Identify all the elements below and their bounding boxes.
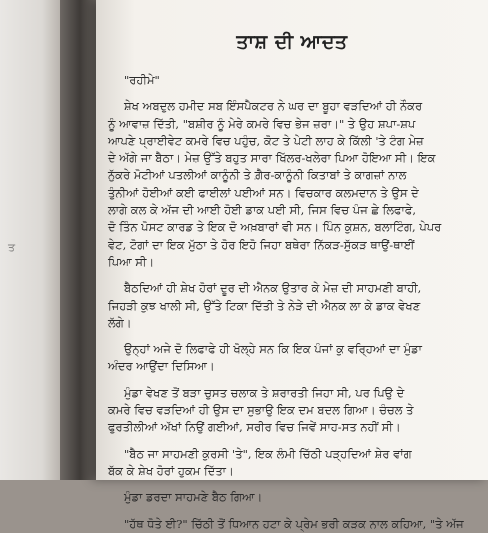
- text-line: ਆਪਣੇ ਪ੍ਰਾਈਵੇਟ ਕਮਰੇ ਵਿਚ ਪਹੁੰਚ, ਕੋਟ ਤੇ ਪੇਟੀ ਲਾਹ ਕੇ ਕਿੱਲੀ 'ਤੇ ਟੰਗ ਮੇਜ਼: [108, 133, 424, 148]
- text-line: ਨੁੱਕਰੇ ਮੋਟੀਆਂ ਪਤਲੀਆਂ ਕਾਨੂੰਨੀ ਤੇ ਗ਼ੈਰ-ਕਾਨੂੰਨੀ ਕਿਤਾਬਾਂ ਤੇ ਕਾਗਜ਼ਾਂ ਨਾਲ: [108, 168, 407, 183]
- right-page: [96, 0, 488, 531]
- left-page: [0, 0, 60, 480]
- text-line: ਅੰਦਰ ਆਉਂਦਾ ਦਿਸਿਆ।: [108, 359, 215, 374]
- text-line: "ਰਹੀਮੇ": [124, 73, 160, 87]
- text-line: ਬੱਕ ਕੇ ਸ਼ੇਖ ਹੋਰਾਂ ਹੁਕਮ ਦਿੱਤਾ।: [108, 463, 234, 478]
- left-page-text: ਤ: [8, 241, 16, 254]
- text-line: ਸ਼ੇਖ ਅਬਦੁਲ ਹਮੀਦ ਸਬ ਇੰਸਪੈਕਟਰ ਨੇ ਘਰ ਦਾ ਬੂਹਾ ਵੜਦਿਆਂ ਹੀ ਨੌਕਰ: [124, 99, 423, 114]
- text-line: ਮੁੰਡਾ ਵੇਖਣ ਤੋਂ ਬੜਾ ਚੁਸਤ ਚਲਾਕ ਤੇ ਸ਼ਰਾਰਤੀ ਜਿਹਾ ਸੀ, ਪਰ ਪਿਉ ਦੇ: [124, 385, 405, 400]
- story-title: ਤਾਸ਼ ਦੀ ਆਦਤ: [236, 31, 348, 53]
- paragraph-gap: [108, 507, 474, 516]
- text-line: ਤੁੰਨੀਆਂ ਹੋਈਆਂ ਕਈ ਫਾਈਲਾਂ ਪਈਆਂ ਸਨ। ਵਿਚਕਾਰ ਕਲਮਦਾਨ ਤੇ ਉਸ ਦੇ: [108, 185, 419, 200]
- text-line: ਨੂੰ ਆਵਾਜ਼ ਦਿੱਤੀ, "ਬਸ਼ੀਰ ਨੂੰ ਮੇਰੇ ਕਮਰੇ ਵਿਚ ਭੇਜ ਜ਼ਰਾ।" ਤੇ ਉਹ ਸ਼ਪਾ-ਸ਼ਪ: [108, 116, 416, 131]
- text-line: ਉਨ੍ਹਾਂ ਅਜੇ ਦੋ ਲਿਫਾਫੇ ਹੀ ਖੋਲ੍ਹੇ ਸਨ ਕਿ ਇਕ ਪੰਜਾਂ ਕੁ ਵਰ੍ਹਿਆਂ ਦਾ ਮੁੰਡਾ: [124, 342, 422, 357]
- text-line: ਲਾਗੇ ਕਲ ਕੇ ਅੱਜ ਦੀ ਆਈ ਹੋਈ ਡਾਕ ਪਈ ਸੀ, ਜਿਸ ਵਿਚ ਪੰਜ ਛੇ ਲਿਫਾਫੇ,: [108, 203, 417, 218]
- text-line: "ਹੱਥ ਧੋਤੇ ਈ?" ਚਿੱਠੀ ਤੋਂ ਧਿਆਨ ਹਟਾ ਕੇ ਪ੍ਰੇਮ ਭਰੀ ਕੜਕ ਨਾਲ ਕਹਿਆ, "ਤੇ ਅੱਜ: [124, 516, 464, 531]
- text-line: ਬੈਠਦਿਆਂ ਹੀ ਸ਼ੇਖ ਹੋਰਾਂ ਦੂਰ ਦੀ ਐਨਕ ਉਤਾਰ ਕੇ ਮੇਜ਼ ਦੀ ਸਾਹਮਣੀ ਬਾਹੀ,: [124, 281, 422, 296]
- text-line: ਵੇਟ, ਟੋਗਾਂ ਦਾ ਇਕ ਮੁੱਠਾ ਤੇ ਹੋਰ ਇਹੋ ਜਿਹਾ ਬਥੇਰਾ ਨਿੱਕੜ-ਸੁੱਕੜ ਥਾਉਂ-ਥਾਈਂ: [108, 237, 415, 252]
- paragraph-gap: [108, 376, 474, 385]
- text-line: ਪਿਆ ਸੀ।: [108, 254, 155, 269]
- text-line: ਫੁਰਤੀਲੀਆਂ ਅੱਖਾਂ ਨਿਉਂ ਗਈਆਂ, ਸਰੀਰ ਵਿਚ ਜਿਵੇਂ ਸਾਹ-ਸਤ ਨਹੀਂ ਸੀ।: [108, 420, 401, 435]
- text-line: ਦੋ ਤਿੰਨ ਪੋਸਟ ਕਾਰਡ ਤੇ ਇਕ ਦੋ ਅਖ਼ਬਾਰਾਂ ਵੀ ਸਨ। ਪਿੰਨ ਕੁਸ਼ਨ, ਬਲਾਟਿੰਗ, ਪੇਪਰ: [108, 220, 442, 235]
- paragraph-gap: [108, 89, 474, 98]
- text-line: ਜਿਹੜੀ ਕੁਝ ਖਾਲੀ ਸੀ, ਉੱਤੇ ਟਿਕਾ ਦਿੱਤੀ ਤੇ ਨੇੜੇ ਦੀ ਐਨਕ ਲਾ ਕੇ ਡਾਕ ਵੇਖਣ: [108, 298, 421, 313]
- story-body: [108, 72, 474, 533]
- text-line: ਮੁੰਡਾ ਡਰਦਾ ਸਾਹਮਣੇ ਬੈਠ ਗਿਆ।: [124, 490, 263, 505]
- paragraph-gap: [108, 271, 474, 280]
- text-line: ਕਮਰੇ ਵਿਚ ਵੜਦਿਆਂ ਹੀ ਉਸ ਦਾ ਸੁਭਾਉ ਇਕ ਦਮ ਬਦਲ ਗਿਆ। ਚੰਚਲ ਤੇ: [108, 403, 414, 418]
- paragraph-gap: [108, 480, 474, 489]
- paragraph-gap: [108, 437, 474, 446]
- text-line: ਦੇ ਅੱਗੇ ਜਾ ਬੈਠਾ। ਮੇਜ਼ ਉੱਤੇ ਬਹੁਤ ਸਾਰਾ ਖਿੱਲਰ-ਖਲੇਰਾ ਪਿਆ ਹੋਇਆ ਸੀ। ਇਕ: [108, 151, 436, 166]
- text-line: "ਬੈਠ ਜਾ ਸਾਹਮਣੀ ਕੁਰਸੀ 'ਤੇ", ਇਕ ਲੰਮੀ ਚਿੱਠੀ ਪੜ੍ਹਦਿਆਂ ਸ਼ੇਰ ਵਾਂਗ: [124, 446, 412, 461]
- paragraph-gap: [108, 332, 474, 341]
- text-line: ਲੱਗੇ।: [108, 315, 132, 330]
